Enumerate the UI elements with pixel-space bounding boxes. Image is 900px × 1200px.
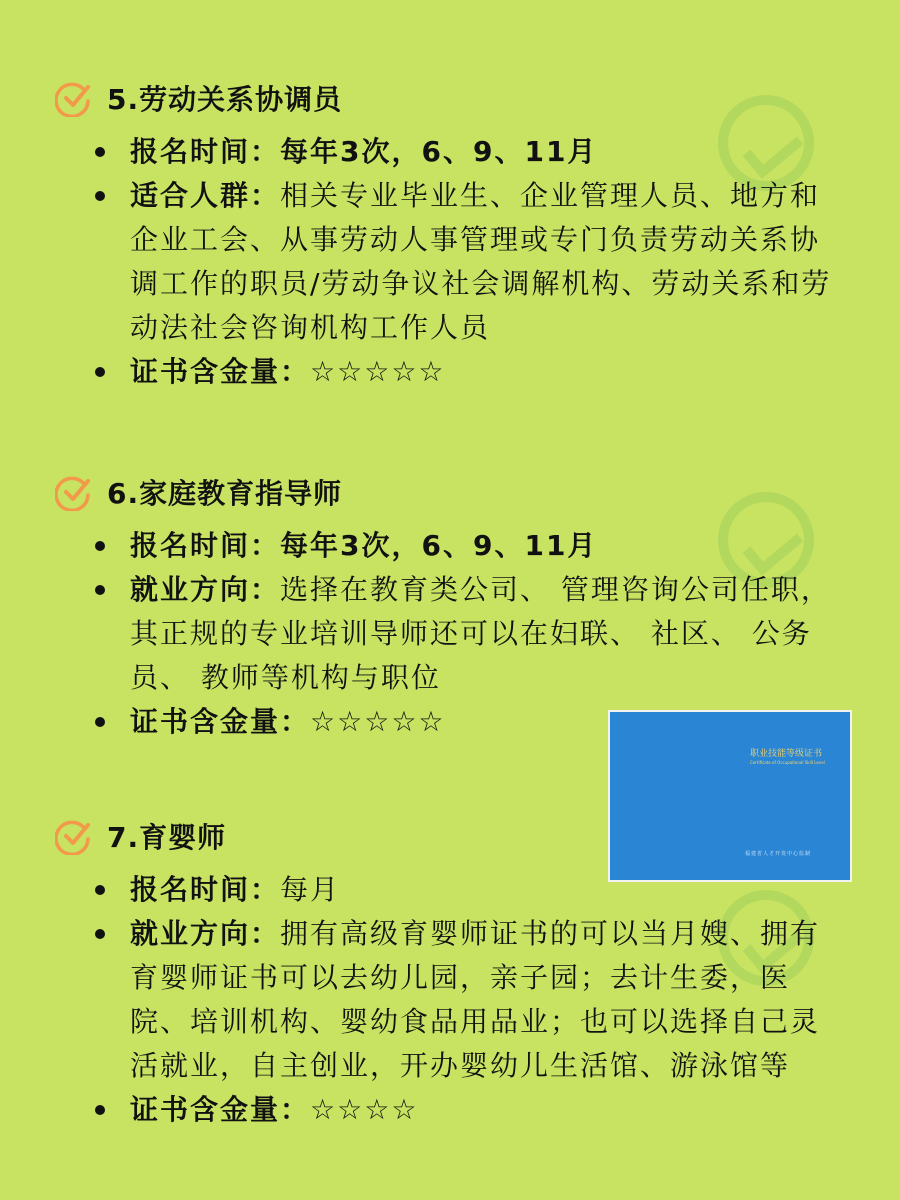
- item-text: 每年3次，6、9、11月: [280, 529, 598, 562]
- list-item: [55, 350, 835, 394]
- item-label: 就业方向：: [130, 917, 281, 950]
- bullet: [95, 147, 105, 157]
- bullet: [95, 929, 105, 939]
- list-item: [55, 524, 835, 568]
- check-circle-icon: [55, 79, 93, 117]
- bullet: [95, 1105, 105, 1115]
- list-item: [55, 568, 835, 700]
- star-rating: ☆☆☆☆: [310, 1093, 419, 1126]
- bullet: [95, 541, 105, 551]
- check-circle-icon: [55, 817, 93, 855]
- item-label: 就业方向：: [130, 573, 281, 606]
- item-label: 适合人群：: [130, 179, 281, 212]
- item-text: 每月: [280, 873, 341, 906]
- list-item: [55, 912, 835, 1088]
- bullet: [95, 585, 105, 595]
- check-circle-icon: [55, 473, 93, 511]
- item-label: 报名时间：: [130, 873, 281, 906]
- section-header: [55, 76, 835, 120]
- star-rating: ☆☆☆☆☆: [310, 355, 446, 388]
- item-label: 证书含金量：: [130, 355, 311, 388]
- section-5: [55, 76, 835, 394]
- list-item: [55, 1088, 835, 1132]
- item-label: 报名时间：: [130, 135, 281, 168]
- section-title: 7.育婴师: [107, 821, 227, 854]
- item-label: 报名时间：: [130, 529, 281, 562]
- bullet: [95, 885, 105, 895]
- section-title: 6.家庭教育指导师: [107, 477, 343, 510]
- item-text: 相关专业毕业生、企业管理人员、地方和企业工会、从事劳动人事管理或专门负责劳动关系协调工作的职员/劳动争议社会调解机构、劳动关系和劳动法社会咨询机构工作人员: [130, 179, 832, 344]
- certificate-title: 职业技能等级证书: [750, 749, 823, 759]
- star-rating: ☆☆☆☆☆: [310, 705, 446, 738]
- item-label: 证书含金量：: [130, 1093, 311, 1126]
- certificate-subtitle: Certificate of Occupational Skill Level: [750, 760, 825, 765]
- section-6: [55, 470, 835, 744]
- certificate-footer: 福建省人才开发中心监制: [745, 851, 812, 857]
- certificate-image: [608, 710, 852, 882]
- bullet: [95, 717, 105, 727]
- item-text: 每年3次，6、9、11月: [280, 135, 598, 168]
- list-item: [55, 130, 835, 174]
- section-title: 5.劳动关系协调员: [107, 83, 343, 116]
- item-text: 选择在教育类公司、 管理咨询公司任职， 其正规的专业培训导师还可以在妇联、 社区、 公务员、 教师等机构与职位: [130, 573, 831, 694]
- bullet: [95, 191, 105, 201]
- item-text: 拥有高级育婴师证书的可以当月嫂、拥有育婴师证书可以去幼儿园，亲子园；去计生委，医院、培训机构、婴幼食品用品业；也可以选择自己灵活就业，自主创业，开办婴幼儿生活馆、游泳馆等: [130, 917, 821, 1082]
- bullet: [95, 367, 105, 377]
- section-header: [55, 470, 835, 514]
- item-label: 证书含金量：: [130, 705, 311, 738]
- list-item: [55, 174, 835, 350]
